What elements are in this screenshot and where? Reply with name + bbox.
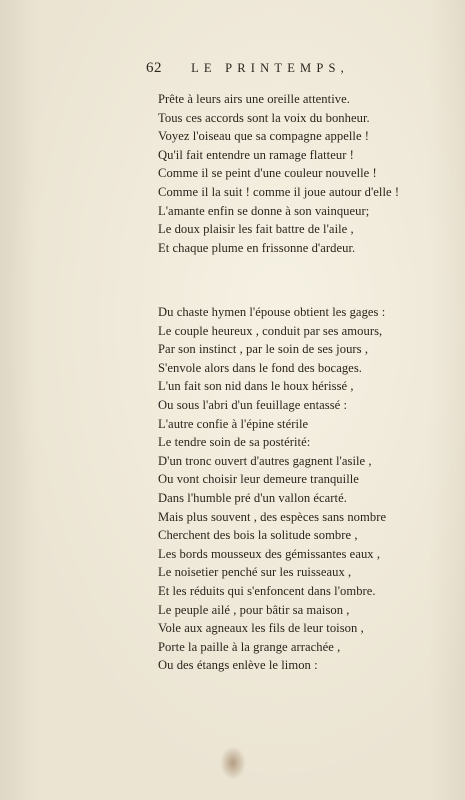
verse-line: Tous ces accords sont la voix du bonheur. <box>158 110 370 125</box>
verse-line: Dans l'humble pré d'un vallon écarté. <box>158 490 347 505</box>
verse-line: Porte la paille à la grange arrachée , <box>158 639 341 654</box>
verse-line: Les bords mousseux des gémissantes eaux , <box>158 546 381 561</box>
verse-line: L'un fait son nid dans le houx hérissé , <box>158 379 354 394</box>
verse-line: S'envole alors dans le fond des bocages. <box>158 360 362 375</box>
running-title: LE PRINTEMPS, <box>191 61 349 75</box>
verse-line: Par son instinct , par le soin de ses jours , <box>158 342 369 357</box>
stanza-2 <box>158 303 458 675</box>
verse-line: Le peuple ailé , pour bâtir sa maison , <box>158 602 350 617</box>
verse-line: Le noisetier penché sur les ruisseaux , <box>158 565 352 580</box>
page-number: 62 <box>146 60 162 76</box>
page-header <box>146 57 446 77</box>
verse-line: Prête à leurs airs une oreille attentive. <box>158 92 350 106</box>
verse-line: Ou des étangs enlève le limon : <box>158 658 318 673</box>
verse-line: Ou vont choisir leur demeure tranquille <box>158 472 359 487</box>
verse-line: Ou sous l'abri d'un feuillage entassé : <box>158 397 348 412</box>
verse-line: Et les réduits qui s'enfoncent dans l'ombre. <box>158 583 376 598</box>
stanza-1 <box>158 90 458 257</box>
verse-line: Cherchent des bois la solitude sombre , <box>158 528 358 543</box>
verse-line: L'autre confie à l'épine stérile <box>158 416 309 431</box>
verse-line: L'amante enfin se donne à son vainqueur; <box>158 203 370 218</box>
foxing-stain <box>220 746 246 780</box>
verse-line: Vole aux agneaux les fils de leur toison , <box>158 621 364 636</box>
verse-line: D'un tronc ouvert d'autres gagnent l'asile , <box>158 453 372 468</box>
verse-line: Comme il se peint d'une couleur nouvelle ! <box>158 166 377 181</box>
verse-line: Le couple heureux , conduit par ses amours, <box>158 323 383 338</box>
verse-line: Le doux plaisir les fait battre de l'aile , <box>158 222 354 237</box>
verse-line: Voyez l'oiseau que sa compagne appelle ! <box>158 129 370 144</box>
verse-line: Le tendre soin de sa postérité: <box>158 435 311 450</box>
verse-line: Qu'il fait entendre un ramage flatteur ! <box>158 147 354 162</box>
verse-line: Comme il la suit ! comme il joue autour d'elle ! <box>158 184 400 199</box>
verse-line: Du chaste hymen l'épouse obtient les gages : <box>158 305 386 319</box>
verse-line: Et chaque plume en frissonne d'ardeur. <box>158 240 356 255</box>
verse-line: Mais plus souvent , des espèces sans nombre <box>158 509 387 524</box>
